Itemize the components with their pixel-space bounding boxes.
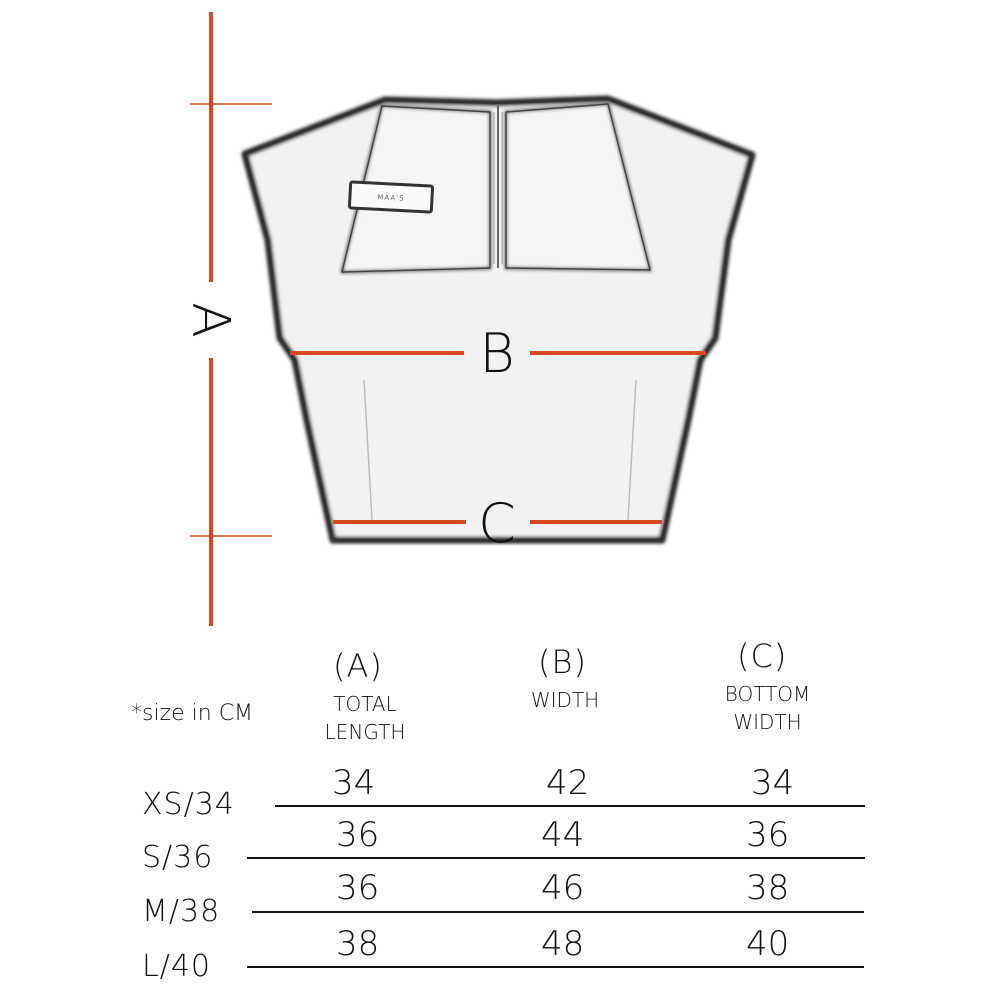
value-a: 36 xyxy=(336,868,380,908)
size-unit-note: *size in CM xyxy=(131,701,254,726)
column-b-letter: (B) xyxy=(538,643,587,681)
brand-tag-text: MAA'S xyxy=(377,193,405,203)
value-b: 46 xyxy=(541,868,585,908)
value-b: 48 xyxy=(541,924,585,964)
label-b: B xyxy=(479,322,515,385)
row-size-label: S/36 xyxy=(142,840,214,875)
row-size-label: M/38 xyxy=(142,894,221,929)
row-divider xyxy=(275,805,865,807)
value-c: 34 xyxy=(751,763,795,803)
row-divider xyxy=(247,966,864,968)
column-c-desc-line1: BOTTOM xyxy=(724,682,811,706)
brand-tag xyxy=(349,182,432,212)
value-b: 42 xyxy=(546,763,590,803)
value-c: 40 xyxy=(746,924,790,964)
column-c-desc-line2: WIDTH xyxy=(733,710,802,734)
value-a: 38 xyxy=(336,924,380,964)
garment-illustration xyxy=(245,99,752,540)
column-a-desc-line1: TOTAL xyxy=(333,692,397,716)
column-a-desc-line2: LENGTH xyxy=(324,720,406,744)
row-size-label: XS/34 xyxy=(142,787,235,822)
column-a-letter: (A) xyxy=(333,647,383,685)
column-b-desc-line1: WIDTH xyxy=(530,688,600,712)
value-c: 36 xyxy=(746,815,790,855)
row-divider xyxy=(247,857,865,859)
label-a: A xyxy=(180,302,240,338)
value-b: 44 xyxy=(541,815,585,855)
value-a: 34 xyxy=(332,763,376,803)
column-c-letter: (C) xyxy=(737,637,788,675)
value-c: 38 xyxy=(746,868,790,908)
label-c: C xyxy=(478,492,516,555)
row-size-label: L/40 xyxy=(142,949,211,984)
row-divider xyxy=(252,911,864,913)
value-a: 36 xyxy=(336,815,380,855)
